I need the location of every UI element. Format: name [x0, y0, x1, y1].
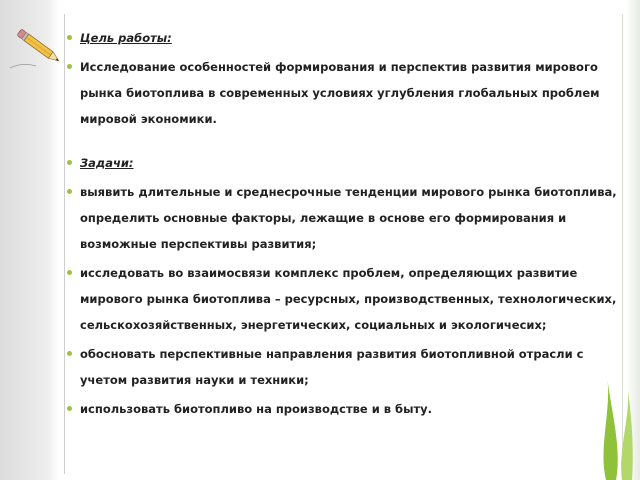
task-item [66, 260, 618, 338]
task-text: исследовать во взаимосвязи комплекс проблем, определяющих развитие мирового рынка биотоплива – ресурсных, производственных, технологических, сельскохозяйственных, энергетических, социальных и экологичесих; [80, 266, 617, 332]
bullet-icon [67, 160, 72, 165]
left-frame-line [64, 14, 65, 474]
pencil-icon [8, 22, 68, 72]
bullet-icon [67, 406, 72, 411]
tasks-heading: Задачи: [80, 156, 134, 170]
goal-heading-item [66, 25, 618, 51]
goal-text-item [66, 54, 618, 132]
task-item [66, 179, 618, 257]
bullet-icon [67, 189, 72, 194]
task-item [66, 341, 618, 393]
bullet-icon [67, 35, 72, 40]
slide-content [66, 25, 618, 422]
task-text: использовать биотопливо на производстве и в быту. [80, 402, 432, 416]
goal-text: Исследование особенностей формирования и перспектив развития мирового рынка биотоплива в современных условиях углубления глобальных проблем мировой экономики. [80, 60, 600, 126]
left-frame-strip [0, 0, 58, 480]
bullet-icon [67, 270, 72, 275]
goal-heading: Цель работы: [80, 31, 172, 45]
task-item [66, 396, 618, 422]
tasks-heading-item [66, 150, 618, 176]
bullet-icon [67, 351, 72, 356]
task-text: обосновать перспективные направления развития биотопливной отрасли с учетом развития науки и техники; [80, 347, 584, 387]
bullet-icon [67, 64, 72, 69]
task-text: выявить длительные и среднесрочные тенденции мирового рынка биотоплива, определить основные факторы, лежащие в основе его формирования и возможные перспективы развития; [80, 185, 617, 251]
